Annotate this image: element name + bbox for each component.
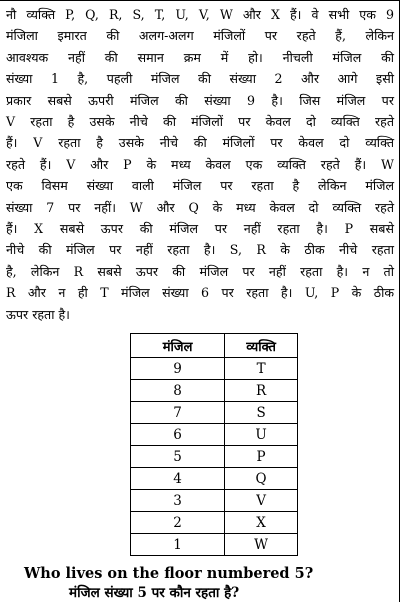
floor-cell: 3 [131, 490, 225, 512]
floor-cell: 7 [131, 402, 225, 424]
table-row [131, 446, 298, 468]
question-hindi: मंजिल संख्या 5 पर कौन रहता है? [69, 585, 240, 601]
person-cell: P [225, 446, 298, 468]
person-cell: V [225, 490, 298, 512]
person-cell: R [225, 380, 298, 402]
person-column-header: व्यक्ति [225, 334, 298, 358]
table-row [131, 424, 298, 446]
passage-line: नीचे की मंजिल पर नहीं रहता है। S, R के ठीक नीचे रहता [6, 242, 394, 258]
passage-line: नौ व्यक्ति P, Q, R, S, T, U, V, W और X हैं। वे सभी एक 9 [6, 7, 394, 22]
puzzle-passage [6, 4, 394, 325]
table-row [131, 358, 298, 380]
passage-line: हैं। V रहता है उसके नीचे की मंजिलों पर केवल दो व्यक्ति [6, 135, 394, 151]
floor-cell: 6 [131, 424, 225, 446]
passage-line: मंजिला इमारत की अलग-अलग मंजिलों पर रहते हैं, लेकिन [6, 28, 394, 44]
floor-cell: 4 [131, 468, 225, 490]
question-english: Who lives on the floor numbered 5? [24, 565, 314, 582]
passage-line: रहते हैं। V और P के मध्य केवल एक व्यक्ति रहते हैं। W [6, 156, 394, 172]
floor-cell: 1 [131, 534, 225, 556]
passage-line: आवश्यक नहीं की समान क्रम में हो। नीचली मंजिल की [6, 49, 394, 65]
passage-line: R और न ही T मंजिल संख्या 6 पर रहता है। U, P के ठीक [6, 285, 394, 301]
person-cell: Q [225, 468, 298, 490]
floor-column-header: मंजिल [131, 334, 225, 358]
person-cell: T [225, 358, 298, 380]
floor-cell: 5 [131, 446, 225, 468]
passage-line: है, लेकिन R सबसे ऊपर की मंजिल पर नहीं रहता है। न तो [6, 263, 394, 279]
floor-cell: 9 [131, 358, 225, 380]
passage-line: एक विसम संख्या वाली मंजिल पर रहता है लेकिन मंजिल [6, 178, 394, 194]
passage-line: V रहता है उसके नीचे की मंजिलों पर केवल दो व्यक्ति रहते [6, 114, 394, 130]
person-cell: W [225, 534, 298, 556]
floor-person-table [130, 333, 298, 556]
passage-line: ऊपर रहता है। [6, 306, 70, 322]
passage-line: संख्या 1 है, पहली मंजिल की संख्या 2 और आगे इसी [6, 71, 394, 87]
table-row [131, 402, 298, 424]
table-header-row [131, 334, 298, 358]
floor-cell: 8 [131, 380, 225, 402]
person-cell: U [225, 424, 298, 446]
floor-cell: 2 [131, 512, 225, 534]
person-cell: X [225, 512, 298, 534]
person-cell: S [225, 402, 298, 424]
passage-line: संख्या 7 पर नहीं। W और Q के मध्य केवल दो व्यक्ति रहते [6, 199, 394, 215]
table-row [131, 534, 298, 556]
table-row [131, 468, 298, 490]
table-row [131, 512, 298, 534]
table-row [131, 380, 298, 402]
passage-line: हैं। X सबसे ऊपर की मंजिल पर नहीं रहता है। P सबसे [6, 221, 394, 237]
passage-line: प्रकार सबसे ऊपरी मंजिल की संख्या 9 है। जिस मंजिल पर [6, 92, 394, 108]
table-row [131, 490, 298, 512]
